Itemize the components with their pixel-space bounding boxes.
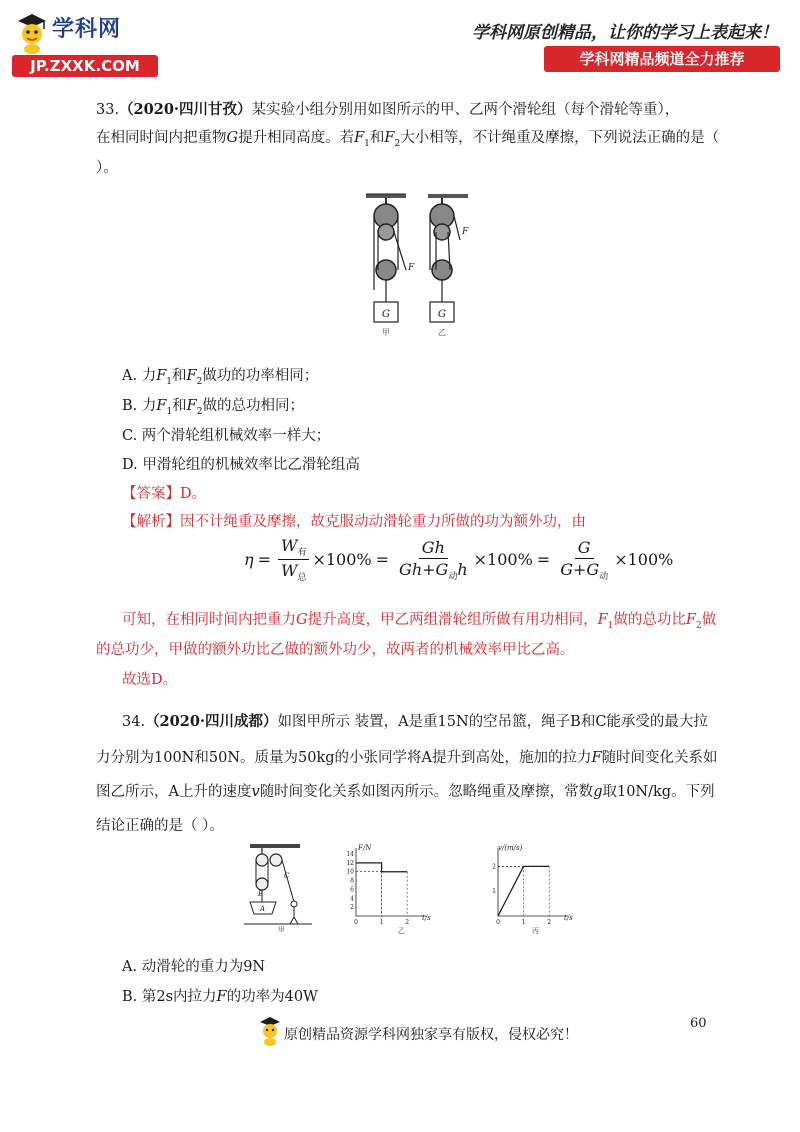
fig-jia-caption: 甲 [278,926,285,932]
q34-line-1 [122,712,708,732]
formula-times-2: ×100% [473,550,533,570]
q33-text-2d: 大小相等，不计绳重及摩擦，下列说法正确的是（ [400,130,720,146]
q33-line-3: ）。 [96,160,118,176]
q34-text-3a: 图乙所示，A上升的速度 [96,784,252,800]
formula-plus-1: + [422,559,436,579]
q33-text-2a: 在相同时间内把重物 [96,130,227,146]
chart-bing-xlabel: t/s [564,914,573,922]
q33-opt-a-pre: A. 力 [122,368,157,384]
q33-text-2c: 和 [369,130,385,146]
fig-c-label: C [284,872,290,880]
chart-yi [336,840,436,936]
q33-exp-f2: F [685,612,696,628]
fig-yi-label: 乙 [438,328,446,337]
q33-opt-b-sub2: 2 [196,406,203,417]
q33-explanation-1 [122,610,716,636]
logo-url-badge: JP.ZXXK.COM [12,55,158,77]
chart-bing-caption: 丙 [532,927,539,935]
q34-opt-b-pre: B. 第2s内拉力 [122,989,217,1005]
q33-option-d: D. 甲滑轮组的机械效率比乙滑轮组高 [122,457,360,473]
chart-yi-y-tick-7: 14 [346,851,354,858]
q33-explanation-2: 的总功少，甲做的额外功比乙做的额外功少，故两者的机械效率甲比乙高。 [96,642,575,658]
q34-option-a: A. 动滑轮的重力为9N [122,959,266,975]
q33-exp-sub2: 2 [695,620,702,631]
q33-opt-a-f2: F [186,368,197,384]
formula-w-num: W [281,536,298,555]
q33-var-f2: F [384,130,395,146]
formula-frac-1 [278,536,309,583]
fig-f-label: F [462,227,469,237]
formula-h: h [457,559,468,579]
q33-opt-b-pre: B. 力 [122,398,157,414]
formula-times-3: ×100% [614,550,674,570]
q34-var-v: v [251,784,260,800]
q33-opt-b-f2: F [186,398,197,414]
q33-opt-b-f1: F [156,398,167,414]
fig-jia-label: 甲 [382,328,390,337]
q33-analysis: 【解析】因不计绳重及摩擦，故克服动动滑轮重力所做的功为额外功，由 [122,514,586,530]
fig-a-label: A [260,905,266,913]
chart-yi-svg [336,840,436,936]
q33-opt-a-f1: F [156,368,167,384]
q33-line-1 [96,100,679,120]
q34-figure-jia [240,842,320,932]
q33-exp-1b: 提升高度，甲乙两组滑轮组所做有用功相同， [307,612,598,628]
formula-eq-2: = [375,550,390,570]
formula-frac-2 [396,538,471,582]
q33-var-f1: F [354,130,365,146]
formula-sub-zong: 总 [297,573,307,584]
chart-yi-y-tick-5: 10 [346,868,354,876]
formula-g-num: G [575,538,594,559]
q33-option-a [122,366,318,392]
q33-opt-b-post: 做的总功相同； [202,398,304,414]
formula-eq-3: = [536,550,551,570]
q34-text-2b: 随时间变化关系如 [601,750,718,766]
fig-b-label: B [258,890,264,898]
q33-choose: 故选D。 [122,672,178,688]
q33-sub-2: 2 [394,138,401,149]
q34-text-1: 如图甲所示 装置，A是重15N的空吊篮，绳子B和C能承受的最大拉 [277,714,708,730]
chart-yi-ylabel: F/N [358,844,372,852]
q33-text-1: 某实验小组分别用如图所示的甲、乙两个滑轮组（每个滑轮等重）， [251,102,680,118]
q33-opt-a-sub1: 1 [166,376,172,387]
q34-text-2a: 力分别为100N和50N。质量为50kg的小张同学将A提升到高处，施加的拉力 [96,750,592,766]
q34-line-3 [96,782,715,802]
chart-bing-ylabel: v/(m/s) [498,844,523,852]
q34-text-3c: 取10N/kg。下列 [602,784,715,800]
q34-source: （2020·四川成都） [145,713,278,730]
q33-opt-b-sub1: 1 [166,406,173,417]
header-banner: 学科网精品频道全力推荐 [544,46,780,72]
formula-gh-den: Gh [399,559,423,579]
logo-text: 学科网 [52,17,122,42]
formula-eta: η [244,550,254,570]
q33-exp-g: G [296,612,308,628]
footer-mascot-icon [258,1016,282,1046]
q33-exp-f1: F [597,612,608,628]
efficiency-formula [244,536,673,583]
chart-yi-y-tick-6: 12 [346,859,354,867]
chart-yi-xlabel: t/s [422,914,431,922]
q33-option-b [122,396,304,422]
chart-yi-y-tick-1: 2 [350,904,354,912]
chart-yi-x-tick-2: 2 [405,919,410,926]
chart-yi-caption: 乙 [398,927,405,935]
q33-source: （2020·四川甘孜） [119,101,252,118]
formula-plus-2: + [572,559,587,579]
chart-yi-y-tick-4: 8 [350,877,354,885]
chart-yi-y-tick-2: 4 [350,895,354,903]
q34-var-f: F [591,750,602,766]
q33-text-2b: 提升相同高度。若 [238,130,355,146]
pulley-figure [360,190,480,340]
fig-f1-label: F [408,263,415,273]
formula-sub-dong-2: 动 [599,571,609,582]
q33-var-g: G [226,130,239,146]
q33-opt-a-sub2: 2 [196,376,203,387]
header-slogan: 学科网原创精品，让你的学习上表起来！ [472,23,778,43]
chart-bing-y-tick-1: 1 [492,888,496,896]
q33-opt-a-post: 做功的功率相同； [202,368,319,384]
q34-number: 34. [122,714,146,730]
page-number: 60 [690,1016,707,1031]
q33-line-2 [96,128,719,154]
chart-bing-svg [478,840,578,936]
q33-exp-1a: 可知，在相同时间内把重力 [122,612,296,628]
formula-w-den: W [281,561,298,581]
formula-g-dong-2: G [586,559,600,579]
formula-eq-1: = [257,550,271,570]
q33-option-c: C. 两个滑轮组机械效率一样大； [122,428,331,444]
formula-sub-you: 有 [297,548,307,559]
q34-opt-b-post: 的功率为40W [226,989,318,1005]
logo-mascot-icon [14,12,50,54]
formula-gh-num: Gh [419,538,448,559]
formula-g-den: G [560,559,573,579]
chart-bing-x-tick-0: 0 [496,919,500,926]
q34-var-g: g [593,784,603,800]
chart-yi-x-tick-0: 0 [354,919,358,926]
q33-exp-1d: 做 [701,612,717,628]
chart-bing-y-tick-2: 2 [492,863,496,871]
q34-opt-b-f: F [216,989,227,1005]
q34-option-b [122,987,318,1007]
chart-yi-y-tick-3: 6 [350,886,354,894]
fig-block-g-left: G [382,309,390,320]
q34-text-3b: 随时间变化关系如图丙所示。忽略绳重及摩擦，常数 [259,784,594,800]
formula-g-dong-1: G [435,559,449,579]
chart-bing-x-tick-1: 1 [521,919,526,926]
q34-line-4: 结论正确的是（ ）。 [96,818,224,834]
formula-times-1: ×100% [312,550,372,570]
chart-bing [478,840,578,936]
chart-bing-x-tick-2: 2 [547,919,552,926]
formula-frac-3 [557,538,611,582]
q33-opt-b-mid: 和 [172,398,187,414]
q33-answer: 【答案】D。 [122,486,207,502]
q33-opt-a-mid: 和 [172,368,187,384]
q33-number: 33. [96,102,120,118]
q34-line-2 [96,748,718,768]
q33-sub-1: 1 [364,138,370,149]
formula-sub-dong-1: 动 [448,571,458,582]
fig-block-g-right: G [438,309,446,320]
q33-exp-1c: 做的总功比 [613,612,686,628]
chart-yi-x-tick-1: 1 [379,919,384,926]
q33-exp-sub1: 1 [607,620,614,631]
footer-copyright: 原创精品资源学科网独家享有版权，侵权必究！ [284,1027,578,1043]
